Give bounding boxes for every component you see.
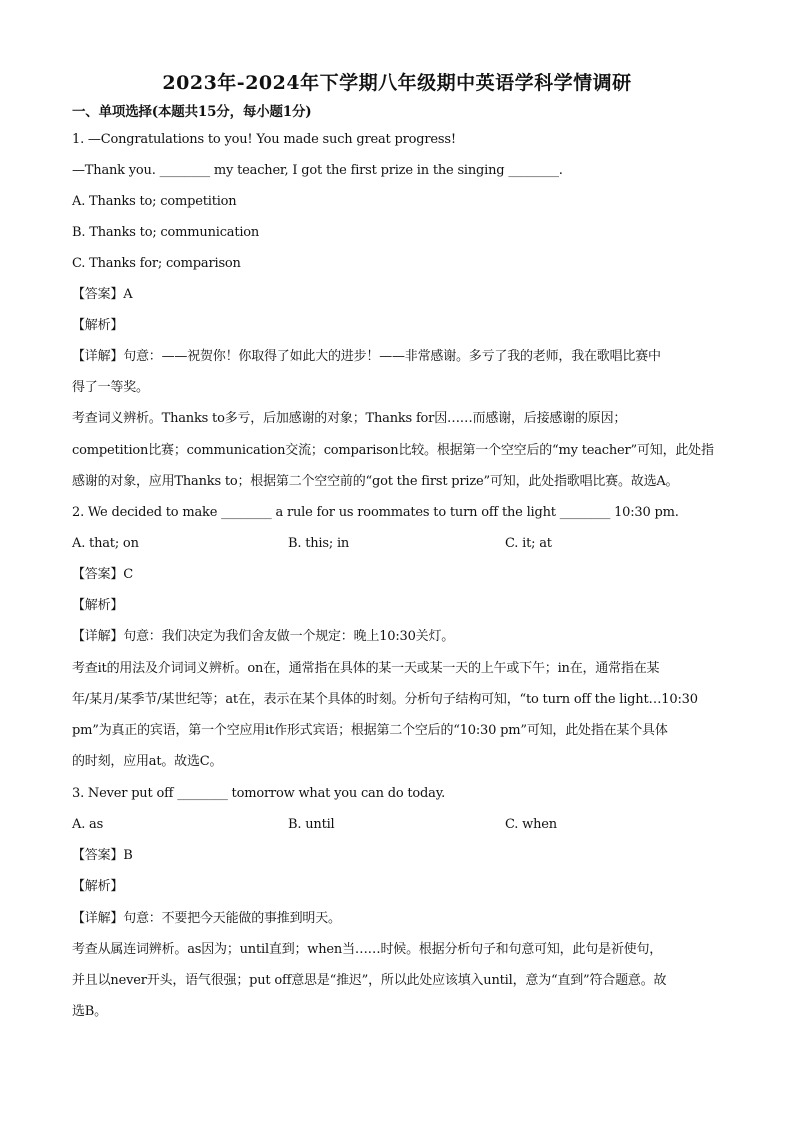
option-c: C. it; at bbox=[505, 536, 552, 551]
detail-line: competition比赛；communication交流；comparison比较。根据第一个空空后的“my teacher”可知，此处指 bbox=[72, 443, 714, 458]
detail-line: 考查词义辨析。Thanks to多亏，后加感谢的对象；Thanks for因……而感谢，后接感谢的原因； bbox=[72, 411, 627, 426]
option-a: A. Thanks to; competition bbox=[72, 194, 237, 209]
detail-line: 的时刻，应用at。故选C。 bbox=[72, 754, 223, 769]
detail-line: 考查从属连词辨析。as因为；until直到；when当……时候。根据分析句子和句意可知，此句是祈使句， bbox=[72, 942, 663, 957]
detail-line: 选B。 bbox=[72, 1004, 107, 1019]
option-c: C. when bbox=[505, 817, 557, 832]
question-stem-line: 3. Never put off ________ tomorrow what you can do today. bbox=[72, 786, 446, 801]
option-c: C. Thanks for; comparison bbox=[72, 256, 241, 271]
detail-line: 考查it的用法及介词词义辨析。on在，通常指在具体的某一天或某一天的上午或下午；in在，通常指在某 bbox=[72, 661, 660, 676]
question-stem-line: 2. We decided to make ________ a rule for us roommates to turn off the light ________ 10:30 pm. bbox=[72, 505, 679, 520]
question-stem-line: —Thank you. ________ my teacher, I got the first prize in the singing ________. bbox=[72, 163, 563, 178]
answer-label: 【答案】A bbox=[72, 287, 133, 302]
detail-line: pm”为真正的宾语，第一个空应用it作形式宾语；根据第二个空后的“10:30 pm”可知，此处指在某个具体 bbox=[72, 723, 668, 738]
option-b: B. this; in bbox=[288, 536, 350, 551]
section-heading: 一、单项选择(本题共15分，每小题1分) bbox=[72, 104, 312, 120]
page-title: 2023年-2024年下学期八年级期中英语学科学情调研 bbox=[162, 72, 632, 94]
answer-label: 【答案】B bbox=[72, 848, 133, 863]
detail-line: 得了一等奖。 bbox=[72, 380, 149, 395]
detail-line: 感谢的对象，应用Thanks to；根据第二个空空前的“got the first prize”可知，此处指歌唱比赛。故选A。 bbox=[72, 474, 679, 489]
option-b: B. until bbox=[288, 817, 335, 832]
detail-line: 【详解】句意：不要把今天能做的事推到明天。 bbox=[72, 911, 341, 926]
detail-line: 【详解】句意：我们决定为我们舍友做一个规定：晚上10:30关灯。 bbox=[72, 629, 455, 644]
option-a: A. that; on bbox=[72, 536, 139, 551]
detail-line: 【详解】句意：——祝贺你！你取得了如此大的进步！——非常感谢。多亏了我的老师，我在歌唱比赛中 bbox=[72, 349, 661, 364]
analysis-label: 【解析】 bbox=[72, 318, 124, 333]
answer-label: 【答案】C bbox=[72, 567, 133, 582]
detail-line: 并且以never开头，语气很强；put off意思是“推迟”，所以此处应该填入until，意为“直到”符合题意。故 bbox=[72, 973, 667, 988]
option-a: A. as bbox=[72, 817, 104, 832]
analysis-label: 【解析】 bbox=[72, 598, 124, 613]
detail-line: 年/某月/某季节/某世纪等；at在，表示在某个具体的时刻。分析句子结构可知，“to turn off the light…10:30 bbox=[72, 692, 698, 707]
question-stem-line: 1. —Congratulations to you! You made such great progress! bbox=[72, 132, 456, 147]
option-b: B. Thanks to; communication bbox=[72, 225, 260, 240]
analysis-label: 【解析】 bbox=[72, 879, 124, 894]
